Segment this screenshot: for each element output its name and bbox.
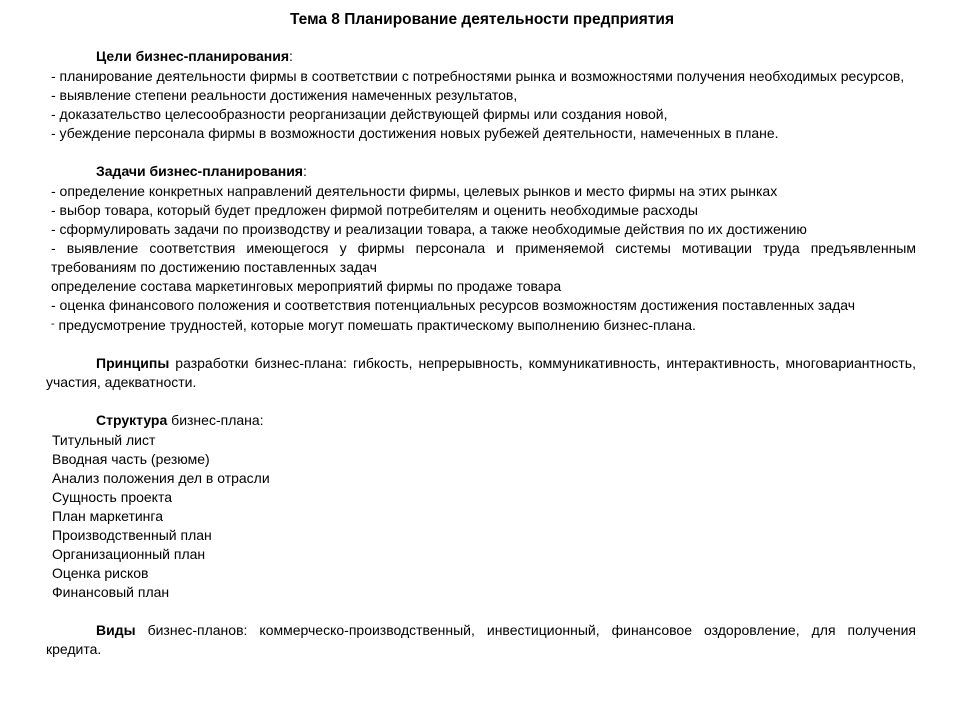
- tasks-section: [46, 162, 916, 335]
- task-item: - выбор товара, который будет предложен фирмой потребителям и оценить необходимые расходы: [51, 202, 698, 218]
- structure-section: [46, 411, 916, 602]
- types-paragraph: [46, 621, 916, 659]
- page-title: Тема 8 Планирование деятельности предприятия: [289, 11, 675, 28]
- task-item-text: предусмотрение трудностей, которые могут помешать практическому выполнению бизнес-плана.: [54, 317, 696, 333]
- principles-paragraph: [46, 354, 916, 392]
- goals-section: [46, 47, 916, 143]
- structure-item: Сущность проекта: [52, 489, 173, 505]
- structure-item: План маркетинга: [52, 508, 163, 524]
- goals-heading-colon: :: [289, 48, 293, 64]
- goal-item: - планирование деятельности фирмы в соответствии с потребностями рынка и возможностями получения необходимых ресурсов,: [51, 68, 905, 84]
- structure-item: Организационный план: [52, 546, 206, 562]
- structure-item: Титульный лист: [52, 432, 156, 448]
- principles-label: Принципы: [96, 355, 170, 371]
- tasks-heading: [46, 162, 916, 181]
- task-item-last: [46, 315, 916, 335]
- task-item: - оценка финансового положения и соответствия потенциальных ресурсов возможностям достижения поставленных задач: [51, 297, 856, 313]
- task-item: определение состава маркетинговых мероприятий фирмы по продаже товара: [51, 278, 562, 294]
- goals-heading-label: Цели бизнес-планирования: [96, 48, 290, 64]
- structure-item: Производственный план: [52, 527, 212, 543]
- task-item: - сформулировать задачи по производству и реализации товара, а также необходимые действия по их достижению: [51, 221, 807, 237]
- tasks-heading-label: Задачи бизнес-планирования: [96, 163, 303, 179]
- task-item-dash: -: [51, 318, 55, 330]
- goal-item: - доказательство целесообразности реорганизации действующей фирмы или создания новой,: [51, 106, 668, 122]
- structure-item: Финансовый план: [52, 584, 170, 600]
- goals-heading: [46, 47, 916, 66]
- task-item: - определение конкретных направлений деятельности фирмы, целевых рынков и место фирмы на этих рынках: [51, 183, 778, 199]
- structure-label-suffix: бизнес-плана:: [167, 412, 264, 428]
- structure-item: Оценка рисков: [52, 565, 149, 581]
- structure-heading: [46, 411, 916, 430]
- principles-text: разработки бизнес-плана: гибкость, непрерывность, коммуникативность, интерактивность, многовариантность, участия, адекватности.: [46, 355, 916, 390]
- structure-list: [46, 431, 916, 602]
- types-text: бизнес-планов: коммерческо-производственный, инвестиционный, финансовое оздоровление, для получения кредита.: [46, 622, 916, 657]
- principles-section: [46, 354, 916, 392]
- document-page: [46, 10, 916, 678]
- structure-label: Структура: [96, 412, 168, 428]
- types-section: [46, 621, 916, 659]
- goal-item: - убеждение персонала фирмы в возможности достижения новых рубежей деятельности, намеченных в плане.: [51, 125, 779, 141]
- goal-item: - выявление степени реальности достижения намеченных результатов,: [51, 87, 518, 103]
- task-item: - выявление соответствия имеющегося у фирмы персонала и применяемой системы мотивации труда предъявленным требованиям по достижению поставленных задач: [51, 240, 916, 275]
- types-label: Виды: [96, 622, 136, 638]
- structure-item: Вводная часть (резюме): [52, 451, 210, 467]
- structure-item: Анализ положения дел в отрасли: [52, 470, 270, 486]
- tasks-heading-colon: :: [302, 163, 307, 179]
